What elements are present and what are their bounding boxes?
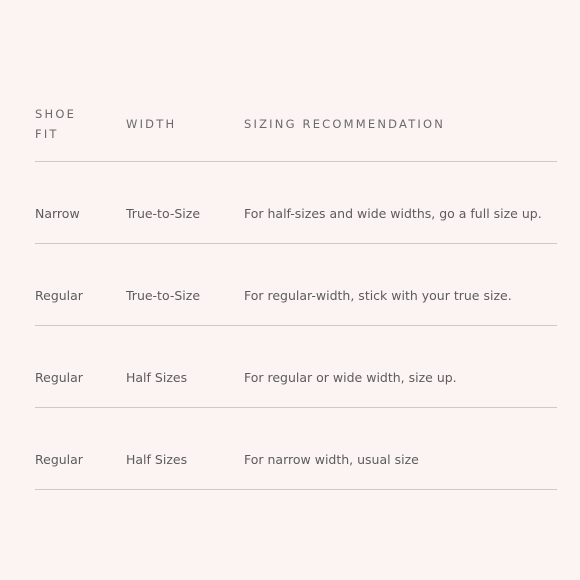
cell-recommendation: For regular or wide width, size up. [244, 370, 457, 385]
cell-width: Half Sizes [126, 370, 188, 385]
table-header [35, 98, 557, 162]
cell-shoe-fit: Regular [35, 370, 83, 385]
sizing-table [35, 98, 557, 490]
table-row [35, 326, 557, 408]
cell-shoe-fit: Narrow [35, 206, 80, 221]
cell-recommendation: For narrow width, usual size [244, 452, 419, 467]
cell-width: True-to-Size [126, 206, 201, 221]
cell-width: True-to-Size [126, 288, 201, 303]
table-row [35, 162, 557, 244]
cell-width: Half Sizes [126, 452, 188, 467]
cell-shoe-fit: Regular [35, 288, 83, 303]
table-row [35, 408, 557, 490]
cell-recommendation: For regular-width, stick with your true size. [244, 288, 512, 303]
table-row [35, 244, 557, 326]
cell-recommendation: For half-sizes and wide widths, go a full size up. [244, 206, 542, 221]
header-shoe-fit: SHOE FIT [35, 107, 77, 141]
header-width: WIDTH [126, 117, 177, 131]
header-sizing-recommendation: SIZING RECOMMENDATION [244, 117, 446, 131]
cell-shoe-fit: Regular [35, 452, 83, 467]
